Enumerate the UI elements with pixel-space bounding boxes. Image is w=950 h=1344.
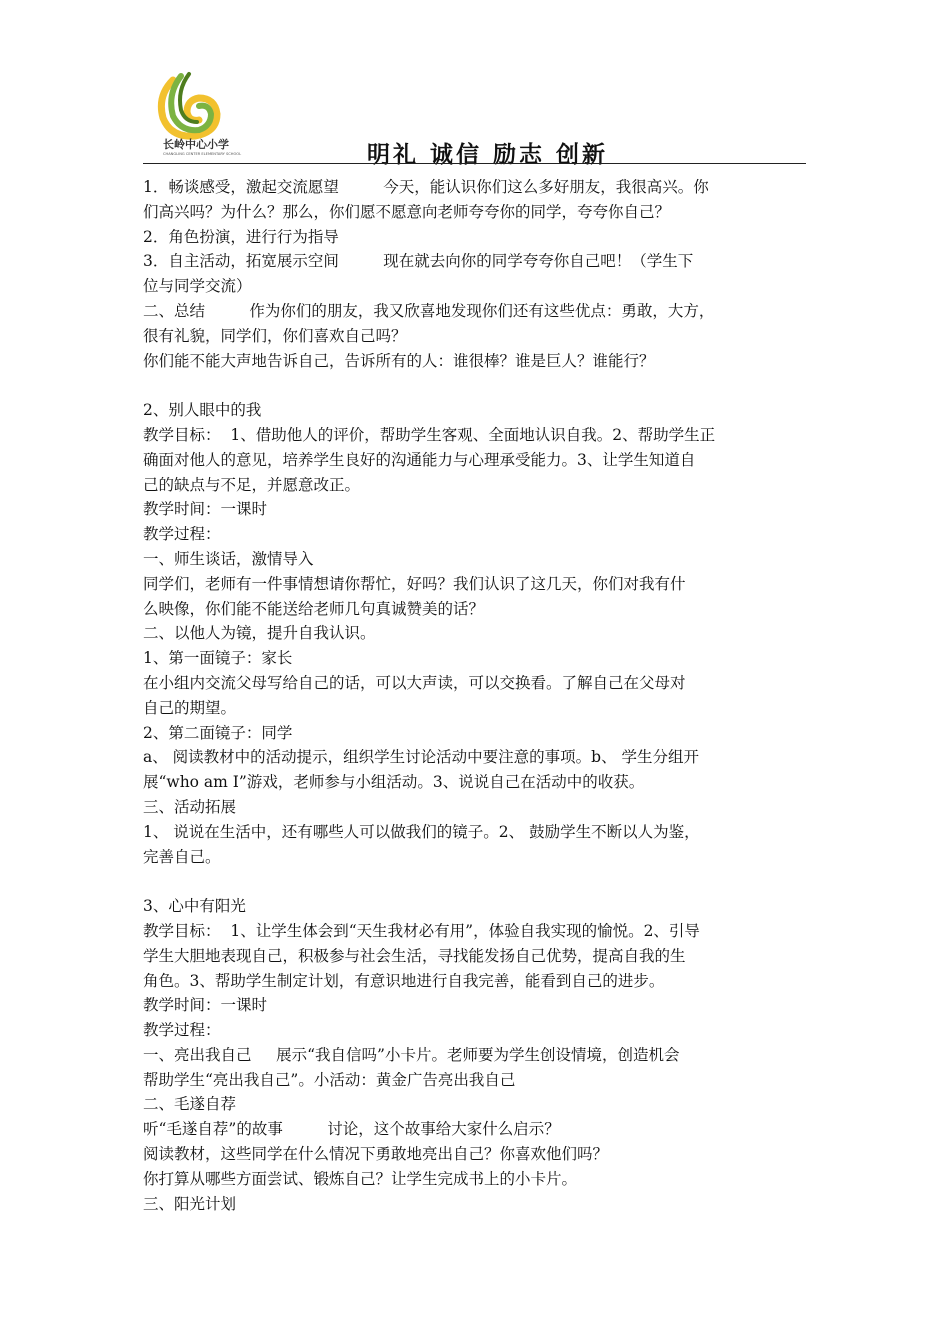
text-line: 很有礼貌，同学们，你们喜欢自己吗？	[143, 326, 407, 345]
text-line: 3、心中有阳光	[143, 897, 246, 916]
header-divider	[143, 163, 806, 164]
text-line: 教学过程：	[143, 525, 221, 544]
text-line: 二、毛遂自荐	[143, 1095, 237, 1114]
text-line: 2、第二面镜子：同学	[143, 723, 293, 742]
text-line: 完善自己。	[143, 847, 221, 866]
text-line: a、 阅读教材中的活动提示，组织学生讨论活动中要注意的事项。b、 学生分组开	[143, 748, 700, 767]
text-line: 阅读教材，这些同学在什么情况下勇敢地亮出自己？你喜欢他们吗？	[143, 1145, 609, 1164]
text-line	[143, 373, 811, 398]
text-line: 二、以他人为镜，提升自我认识。	[143, 624, 376, 643]
text-line: 同学们，老师有一件事情想请你帮忙，好吗？我们认识了这几天，你们对我有什	[143, 574, 686, 593]
text-line: 你们能不能大声地告诉自己，告诉所有的人：谁很棒？谁是巨人？谁能行？	[143, 351, 655, 370]
text-line: 2、别人眼中的我	[143, 401, 262, 420]
text-line: 么映像，你们能不能送给老师几句真诚赞美的话？	[143, 599, 485, 618]
school-motto: 明礼 诚信 励志 创新	[367, 141, 609, 168]
text-line: 3．自主活动，拓宽展示空间 现在就去向你的同学夸夸你自己吧！（学生下	[143, 252, 694, 271]
text-line: 教学时间：一课时	[143, 500, 268, 519]
text-line: 二、总结 作为你们的朋友，我又欣喜地发现你们还有这些优点：勇敢，大方，	[143, 301, 715, 320]
text-line: 教学过程：	[143, 1021, 221, 1040]
logo-text: 长岭中心小学	[163, 138, 229, 151]
text-line: 听“毛遂自荐”的故事 讨论，这个故事给大家什么启示？	[143, 1120, 560, 1139]
text-line: 1、 说说在生活中，还有哪些人可以做我们的镜子。2、 鼓励学生不断以人为鉴，	[143, 822, 700, 841]
document-body	[143, 175, 811, 1216]
text-line: 教学目标： 1、让学生体会到“天生我材必有用”，体验自我实现的愉悦。2、引导	[143, 921, 700, 940]
text-line	[143, 869, 811, 894]
text-line: 三、阳光计划	[143, 1194, 237, 1213]
school-logo	[143, 66, 259, 158]
school-logo-icon	[143, 66, 259, 158]
text-line: 教学目标： 1、借助他人的评价，帮助学生客观、全面地认识自我。2、帮助学生正	[143, 425, 716, 444]
text-line: 学生大胆地表现自己，积极参与社会生活，寻找能发扬自己优势，提高自我的生	[143, 946, 686, 965]
text-line: 位与同学交流）	[143, 277, 252, 296]
text-line: 一、师生谈话，激情导入	[143, 549, 314, 568]
text-line: 你打算从哪些方面尝试、锻炼自己？让学生完成书上的小卡片。	[143, 1169, 578, 1188]
text-line: 角色。3、帮助学生制定计划，有意识地进行自我完善，能看到自己的进步。	[143, 971, 665, 990]
text-line: 三、活动拓展	[143, 797, 237, 816]
page-header	[143, 66, 806, 166]
text-line: 展“who am I”游戏，老师参与小组活动。3、说说自己在活动中的收获。	[143, 773, 645, 792]
text-line: 自己的期望。	[143, 698, 237, 717]
text-line: 己的缺点与不足，并愿意改正。	[143, 475, 361, 494]
text-line: 确面对他人的意见，培养学生良好的沟通能力与心理承受能力。3、让学生知道自	[143, 450, 696, 469]
text-line: 一、亮出我自己 展示“我自信吗”小卡片。老师要为学生创设情境，创造机会	[143, 1045, 680, 1064]
text-line: 教学时间：一课时	[143, 996, 268, 1015]
text-line: 们高兴吗？为什么？那么，你们愿不愿意向老师夸夸你的同学，夸夸你自己？	[143, 202, 671, 221]
text-line: 在小组内交流父母写给自己的话，可以大声读，可以交换看。了解自己在父母对	[143, 673, 686, 692]
logo-subtext: CHANGLING CENTER ELEMENTARY SCHOOL	[163, 152, 242, 156]
text-line: 2．角色扮演，进行行为指导	[143, 227, 339, 246]
text-line: 1．畅谈感受，激起交流愿望 今天，能认识你们这么多好朋友，我很高兴。你	[143, 178, 709, 196]
text-line: 1、第一面镜子：家长	[143, 649, 293, 668]
text-line: 帮助学生“亮出我自己”。小活动：黄金广告亮出我自己	[143, 1070, 516, 1089]
